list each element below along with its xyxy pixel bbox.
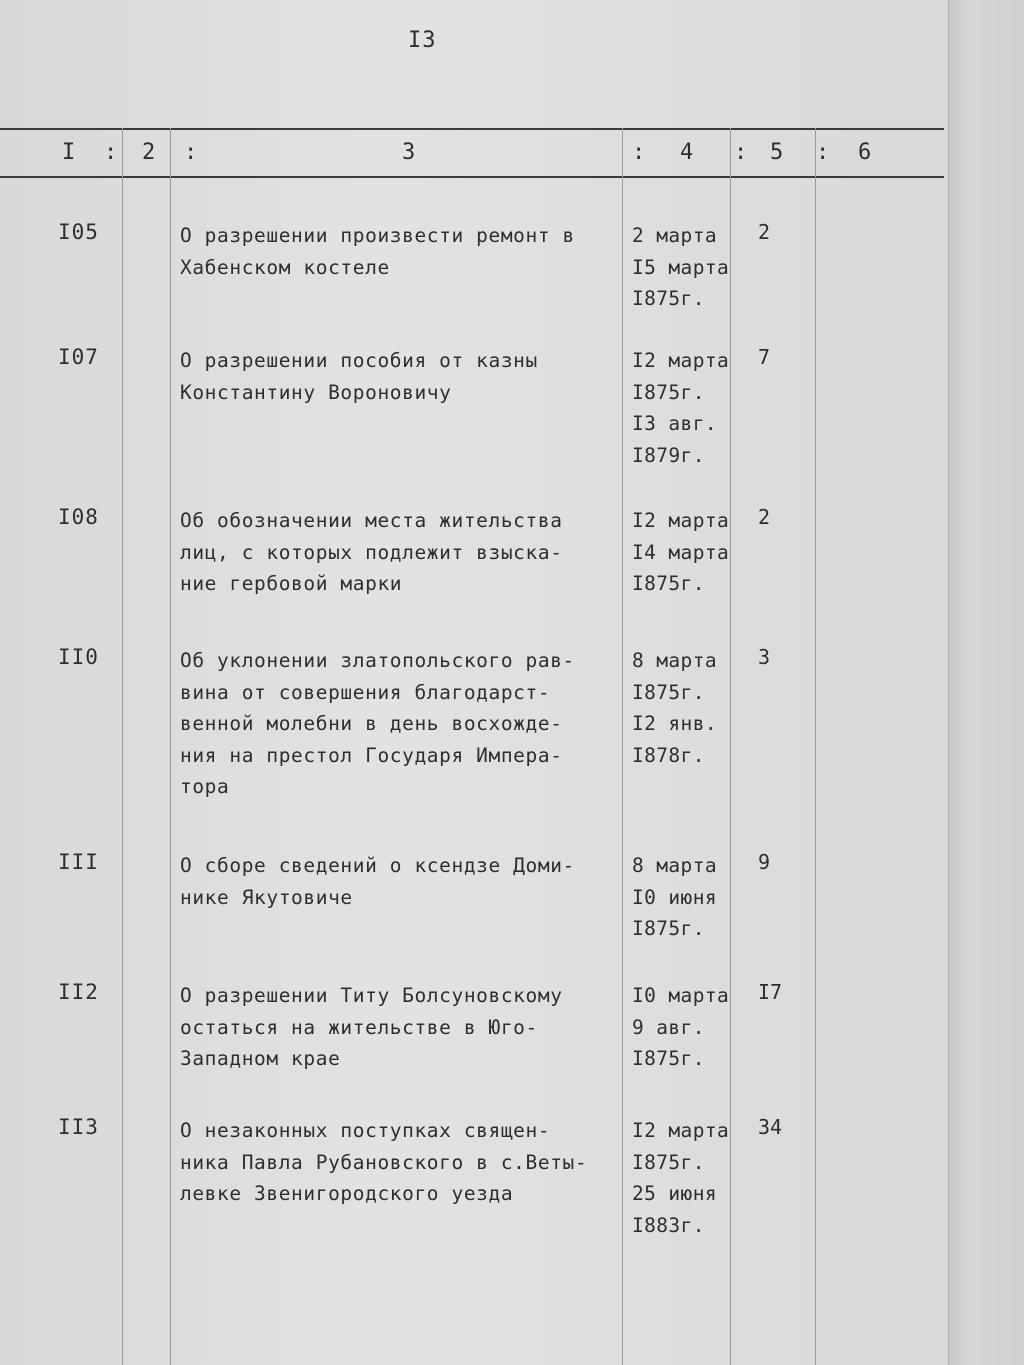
column-divider (815, 128, 816, 1365)
description-line: О разрешении Титу Болсуновскому (180, 984, 563, 1007)
description-line: ние гербовой марки (180, 572, 403, 595)
column-header-6: 6 (858, 140, 872, 165)
date-line: I3 авг. (632, 412, 717, 435)
case-description (180, 345, 620, 408)
column-header-sep: : (816, 140, 830, 165)
description-line: О сборе сведений о ксендзе Доми- (180, 854, 575, 877)
description-line: О незаконных поступках священ- (180, 1119, 551, 1142)
description-line: О разрешении пособия от казны (180, 349, 538, 372)
column-header-sep: : (632, 140, 646, 165)
sheet-count: 34 (758, 1115, 783, 1139)
case-description (180, 850, 620, 913)
case-dates (632, 850, 742, 945)
case-number: I07 (58, 345, 99, 369)
date-line: I5 марта (632, 255, 730, 279)
date-line: I875г. (632, 680, 705, 704)
description-line: ника Павла Рубановского в с.Веты- (180, 1150, 588, 1174)
date-line: I2 марта (632, 509, 730, 532)
sheet-count: I7 (758, 980, 783, 1004)
date-line: I883г. (632, 1213, 705, 1237)
case-description (180, 220, 620, 283)
description-line: вина от совершения благодарст- (180, 680, 551, 704)
case-number: I05 (58, 220, 99, 244)
date-line: I875г. (632, 917, 705, 940)
date-line: I2 марта (632, 349, 730, 372)
sheet-count: 9 (758, 850, 771, 874)
date-line: I2 янв. (632, 712, 717, 735)
column-header-1: I (62, 140, 76, 165)
description-line: ния на престол Государя Импера- (180, 743, 563, 767)
page-number: I3 (408, 28, 437, 53)
date-line: I875г. (632, 380, 705, 404)
case-dates (632, 505, 742, 600)
column-header-3: 3 (402, 140, 416, 165)
description-line: Константину Вороновичу (180, 380, 452, 404)
case-description (180, 645, 620, 803)
date-line: I875г. (632, 287, 705, 310)
description-line: Западном крае (180, 1047, 341, 1070)
description-line: лиц, с которых подлежит взыска- (180, 540, 563, 564)
case-number: II0 (58, 645, 99, 669)
description-line: венной молебни в день восхожде- (180, 712, 563, 735)
header-rule-top (0, 128, 944, 130)
column-header-2: 2 (142, 140, 156, 165)
case-dates (632, 345, 742, 471)
date-line: I0 июня (632, 885, 717, 909)
date-line: I878г. (632, 743, 705, 767)
date-line: 25 июня (632, 1182, 717, 1205)
case-description (180, 1115, 620, 1210)
date-line: I2 марта (632, 1119, 730, 1142)
case-description (180, 980, 620, 1075)
column-header-sep: : (184, 140, 198, 165)
column-divider (622, 128, 623, 1365)
column-header-4: 4 (680, 140, 694, 165)
case-number: II2 (58, 980, 99, 1004)
column-header-sep: : (104, 140, 118, 165)
page-edge (948, 0, 1024, 1365)
description-line: О разрешении произвести ремонт в (180, 224, 575, 247)
case-dates (632, 1115, 742, 1241)
sheet-count: 3 (758, 645, 771, 669)
date-line: 2 марта (632, 224, 717, 247)
case-dates (632, 645, 742, 771)
description-line: нике Якутовиче (180, 885, 353, 909)
date-line: I875г. (632, 1150, 705, 1174)
description-line: остаться на жительстве в Юго- (180, 1015, 538, 1039)
date-line: I879г. (632, 443, 705, 467)
sheet-count: 7 (758, 345, 771, 369)
sheet-count: 2 (758, 505, 771, 529)
case-description (180, 505, 620, 600)
description-line: левке Звенигородского уезда (180, 1182, 514, 1205)
column-header-sep: : (734, 140, 748, 165)
case-number: III (58, 850, 99, 874)
column-divider (122, 128, 123, 1365)
case-number: I08 (58, 505, 99, 529)
description-line: Об уклонении златопольского рав- (180, 649, 575, 672)
case-dates (632, 980, 742, 1075)
description-line: Об обозначении места жительства (180, 509, 563, 532)
case-dates (632, 220, 742, 315)
case-number: II3 (58, 1115, 99, 1139)
date-line: I875г. (632, 572, 705, 595)
column-divider (170, 128, 171, 1365)
sheet-count: 2 (758, 220, 771, 244)
header-rule-bottom (0, 176, 944, 178)
column-header-5: 5 (770, 140, 784, 165)
description-line: тора (180, 775, 230, 798)
date-line: I0 марта (632, 984, 730, 1007)
date-line: 8 марта (632, 854, 717, 877)
date-line: 9 авг. (632, 1015, 705, 1039)
date-line: I4 марта (632, 540, 730, 564)
date-line: 8 марта (632, 649, 717, 672)
description-line: Хабенском костеле (180, 255, 390, 279)
date-line: I875г. (632, 1047, 705, 1070)
